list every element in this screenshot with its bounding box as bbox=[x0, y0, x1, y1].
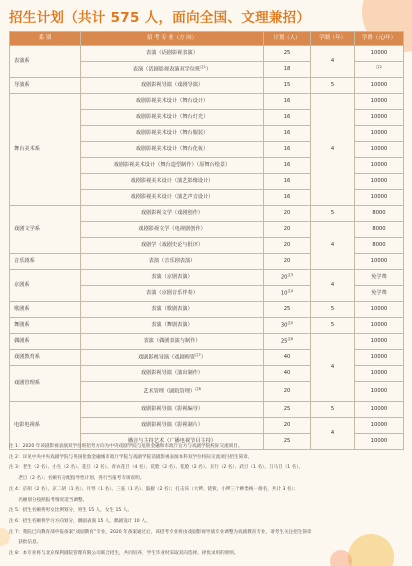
header-years: 学制（年） bbox=[311, 32, 355, 46]
major-cell: 表演（偶剧表演与制作） bbox=[81, 334, 264, 350]
years-cell: 5 bbox=[311, 302, 355, 318]
years-cell: 5 bbox=[311, 318, 355, 334]
dept-cell: 偶剧系 bbox=[10, 334, 81, 350]
fee-cell bbox=[355, 62, 404, 78]
years-cell: 4 bbox=[311, 46, 355, 78]
footnote: 名额划分按照报考情况适当调整。 bbox=[9, 497, 88, 503]
plan-cell: 16 bbox=[264, 126, 311, 142]
fee-cell: 10000 bbox=[355, 382, 404, 402]
footnote-mark: 注5 bbox=[287, 320, 294, 325]
fee-cell: 10000 bbox=[355, 78, 404, 94]
dept-cell: 电影电视系 bbox=[10, 402, 81, 450]
major-cell: 播音与主持艺术（广播电视节目主持） bbox=[81, 434, 264, 450]
header-plan: 计划（人） bbox=[264, 32, 311, 46]
footnote-mark: 注6 bbox=[287, 336, 294, 341]
fee-cell: 10000 bbox=[355, 334, 404, 350]
footnote: 注 7：我院已向教育部申报备案“戏剧教育”专业，2020 年备案通过后，该招考专业将由戏剧影视导演专业调整为戏剧教育专业，请考生关注招生简章 bbox=[9, 529, 312, 535]
fee-cell: 免学费 bbox=[355, 270, 404, 286]
major-cell: 戏剧影视导演（戏剧导演） bbox=[81, 78, 264, 94]
footnote: 注 2：详见中央中央戏剧学院与英国伦敦金融城市政厅学院与戏剧学院话剧影视表演本科双学位校际交流项目招生简章。 bbox=[9, 454, 253, 460]
admission-plan-table bbox=[9, 31, 404, 450]
table-row bbox=[10, 318, 404, 334]
fee-cell: 8000 bbox=[355, 222, 404, 238]
table-header-row bbox=[10, 32, 404, 46]
major-cell: 戏剧影视美术设计（舞台设计） bbox=[81, 94, 264, 110]
plan-cell: 20 bbox=[264, 418, 311, 434]
years-cell: 5 bbox=[311, 206, 355, 222]
table-row bbox=[10, 270, 404, 286]
major-cell: 表演（话剧影视表演） bbox=[81, 46, 264, 62]
table-row bbox=[10, 46, 404, 62]
plan-cell: 25 bbox=[264, 46, 311, 62]
footnote-mark: 注8 bbox=[195, 386, 201, 391]
footnote-mark: 注2 bbox=[376, 64, 382, 69]
footnote: 注 1：2020 年该剧影视表演双学位班招考方向为中央戏剧学院与危险金融和市政厅官方与戏剧学院校际交流项目。 bbox=[9, 444, 243, 449]
major-cell: 戏剧影视美术设计（演艺影像设计） bbox=[81, 174, 264, 190]
years-cell: 4 bbox=[311, 334, 355, 402]
fee-cell: 10000 bbox=[355, 46, 404, 62]
plan-cell: 25 bbox=[264, 434, 311, 450]
dept-cell: 戏剧管理系 bbox=[10, 366, 81, 402]
fee-cell: 8000 bbox=[355, 206, 404, 222]
dept-cell: 舞剧系 bbox=[10, 318, 81, 334]
plan-cell: 20 bbox=[264, 222, 311, 238]
plan-cell: 15 bbox=[264, 78, 311, 94]
years-cell: 5 bbox=[311, 402, 355, 418]
fee-cell: 10000 bbox=[355, 402, 404, 418]
footnote: 获批信息。 bbox=[9, 540, 42, 546]
fee-cell: 10000 bbox=[355, 142, 404, 158]
dept-cell: 京剧系 bbox=[10, 270, 81, 302]
major-cell: 戏剧影视美术设计（舞台造型制作）（原舞台绘景） bbox=[81, 158, 264, 174]
fee-cell: 免学费 bbox=[355, 286, 404, 302]
plan-cell: 20 bbox=[264, 206, 311, 222]
page-title: 招生计划（共计 575 人，面向全国、文理兼招） bbox=[9, 10, 311, 26]
major-cell: 戏剧影视文学（戏剧创作） bbox=[81, 206, 264, 222]
major-cell: 表演（音乐剧表演） bbox=[81, 254, 264, 270]
table-row bbox=[10, 302, 404, 318]
footnotes bbox=[9, 442, 401, 560]
plan-cell: 20 bbox=[264, 382, 311, 402]
table-row bbox=[10, 78, 404, 94]
footnote-mark: 注1 bbox=[200, 64, 206, 69]
header-dept: 系 别 bbox=[10, 32, 81, 46]
years-cell: 4 bbox=[311, 94, 355, 206]
fee-cell: 10000 bbox=[355, 366, 404, 382]
major-cell: 艺术管理（剧院管理）$^{注8}$ bbox=[81, 382, 264, 402]
footnote: 老旦（2 名）；名额有分配指导性计划，各行当报考专项说明。 bbox=[9, 476, 145, 482]
plan-cell: 16 bbox=[264, 110, 311, 126]
plan-cell: 10$^{注4}$ bbox=[264, 286, 311, 302]
major-cell: 表演（歌剧表演） bbox=[81, 302, 264, 318]
fee-cell: 10000 bbox=[355, 418, 404, 434]
major-cell: 表演（京剧音乐伴奏） bbox=[81, 286, 264, 302]
fee-cell: 10000 bbox=[355, 254, 404, 270]
plan-cell: 20$^{注3}$ bbox=[264, 270, 311, 286]
plan-cell: 16 bbox=[264, 190, 311, 206]
major-cell: 表演（话剧影视表演双学位班$^{注1}$） bbox=[81, 62, 264, 78]
plan-cell: 25 bbox=[264, 402, 311, 418]
years-cell: 4 bbox=[311, 222, 355, 270]
fee-cell: 10000 bbox=[355, 110, 404, 126]
dept-cell: 戏剧文学系 bbox=[10, 206, 81, 254]
plan-cell: 20 bbox=[264, 254, 311, 270]
plan-cell: 40 bbox=[264, 366, 311, 382]
footnote-mark: 注3 bbox=[287, 272, 294, 277]
plan-cell: 25$^{注6}$ bbox=[264, 334, 311, 350]
fee-cell: 10000 bbox=[355, 302, 404, 318]
plan-cell: 16 bbox=[264, 142, 311, 158]
major-cell: 戏剧影视导演（演出制作） bbox=[81, 366, 264, 382]
fee-cell: 10000 bbox=[355, 318, 404, 334]
plan-cell: 16 bbox=[264, 94, 311, 110]
table-row bbox=[10, 402, 404, 418]
footnote: 注 5：招生名额将男女比例划分，男生 15 人，女生 15 人。 bbox=[9, 508, 132, 514]
major-cell: 戏剧影视美术设计（舞台服装） bbox=[81, 126, 264, 142]
major-cell: 戏剧影视美术设计（演艺声音设计） bbox=[81, 190, 264, 206]
fee-cell: 10000 bbox=[355, 434, 404, 450]
plan-cell: 30$^{注5}$ bbox=[264, 318, 311, 334]
major-cell: 戏剧影视美术设计（舞台灯光） bbox=[81, 110, 264, 126]
footnote: 注 4：京胡（2 名）、京二胡（1 名）、月琴（1 名）、三弦（1 名）、鼓板（2 名）；打击乐（大锣、铙钹、小锣三个种类统一排名，共计 3 名）； bbox=[9, 486, 299, 492]
footnote: 注 3：老生（2 名）、小生（2 名）、花旦（2 名）、青衣花旦（4 名）、花脸（2 名）、花脸（2 名）、丑行（2 名）、武旦（1 名）、刀马旦（1 名）、 bbox=[9, 465, 304, 471]
years-cell: 4 bbox=[311, 418, 355, 450]
plan-cell: 20 bbox=[264, 238, 311, 254]
plan-cell: 16 bbox=[264, 158, 311, 174]
fee-cell: 8000 bbox=[355, 238, 404, 254]
footnote: 注 6：招生名额将学习方向划分，偶剧表演 15 人，偶剧设计 10 人。 bbox=[9, 518, 151, 524]
dept-cell: 音乐剧系 bbox=[10, 254, 81, 270]
major-cell: 戏剧影视文学（电视剧创作） bbox=[81, 222, 264, 238]
plan-cell: 18 bbox=[264, 62, 311, 78]
table-row bbox=[10, 334, 404, 350]
fee-cell: 10000 bbox=[355, 158, 404, 174]
fee-cell: 10000 bbox=[355, 350, 404, 366]
fee-cell: 10000 bbox=[355, 126, 404, 142]
fee-cell: 10000 bbox=[355, 174, 404, 190]
years-cell: 5 bbox=[311, 78, 355, 94]
dept-cell: 表演系 bbox=[10, 46, 81, 78]
major-cell: 表演（京剧表演） bbox=[81, 270, 264, 286]
plan-cell: 40 bbox=[264, 350, 311, 366]
table-row bbox=[10, 206, 404, 222]
footnote-mark: 注7 bbox=[195, 352, 201, 357]
dept-cell: 舞台美术系 bbox=[10, 94, 81, 206]
fee-cell: 10000 bbox=[355, 94, 404, 110]
header-fee: 学费（元/年） bbox=[355, 32, 404, 46]
years-cell: 4 bbox=[311, 270, 355, 302]
plan-cell: 16 bbox=[264, 174, 311, 190]
footnote: 注 8：本专业将与北京保利剧院管理有限公司联合招生，共同培养，学生毕业时采取双向选择、择优录用的原则。 bbox=[9, 551, 239, 557]
major-cell: 戏剧学（戏剧史论与批评） bbox=[81, 238, 264, 254]
major-cell: 表演（舞剧表演） bbox=[81, 318, 264, 334]
fee-cell: 10000 bbox=[355, 190, 404, 206]
dept-cell: 导演系 bbox=[10, 78, 81, 94]
dept-cell: 戏剧教育系 bbox=[10, 350, 81, 366]
major-cell: 戏剧影视导演（戏剧师资$^{注7}$） bbox=[81, 350, 264, 366]
major-cell: 戏剧影视导演（影视编导） bbox=[81, 402, 264, 418]
major-cell: 戏剧影视美术设计（舞台化妆） bbox=[81, 142, 264, 158]
table-row bbox=[10, 94, 404, 110]
plan-cell: 25 bbox=[264, 302, 311, 318]
major-cell: 戏剧影视导演（影视制片） bbox=[81, 418, 264, 434]
header-major: 招 考 专 业（方 向） bbox=[81, 32, 264, 46]
dept-cell: 歌剧系 bbox=[10, 302, 81, 318]
footnote-mark: 注4 bbox=[287, 288, 294, 293]
